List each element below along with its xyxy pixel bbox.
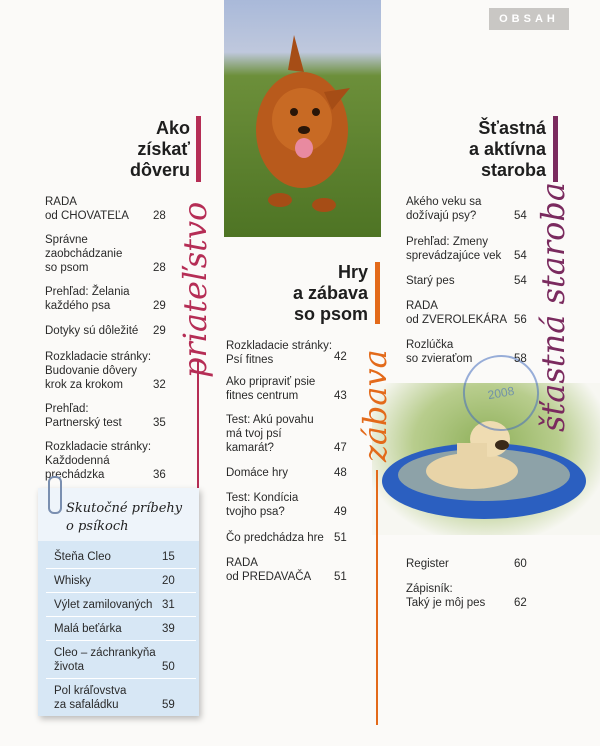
title-line: o psíkoch	[66, 519, 129, 534]
entry-title: Malá beťárka	[54, 623, 122, 635]
toc-entry[interactable]	[45, 350, 168, 392]
section-accent-bar	[375, 262, 380, 324]
entry-title: Rozlúčka	[406, 339, 454, 351]
story-entry[interactable]	[54, 684, 194, 712]
entry-page: 36	[153, 469, 166, 481]
entry-title: má tvoj psí	[226, 428, 282, 440]
story-entry[interactable]	[54, 598, 194, 612]
story-entry[interactable]	[54, 574, 194, 588]
entry-title: za safaládku	[54, 699, 119, 711]
entry-title: dožívajú psy?	[406, 210, 477, 222]
entry-title: Výlet zamilovaných	[54, 599, 153, 611]
toc-entry[interactable]	[45, 233, 168, 275]
entry-title: RADA	[406, 300, 438, 312]
entry-page: 28	[153, 262, 166, 274]
entry-title: Dotyky sú dôležité	[45, 325, 139, 337]
entry-title: Whisky	[54, 575, 92, 587]
divider	[46, 678, 196, 680]
entry-page: 58	[514, 353, 527, 365]
entry-title: kamarát?	[226, 442, 274, 454]
library-stamp: 2008	[457, 349, 545, 437]
entry-page: 47	[334, 442, 347, 454]
entry-title: každého psa	[45, 300, 111, 312]
toc-entry[interactable]	[45, 440, 168, 482]
stories-title	[66, 500, 196, 536]
entry-title: Správne	[45, 234, 88, 246]
title-line: Skutočné príbehy	[66, 501, 183, 516]
entry-title: zaobchádzanie	[45, 248, 123, 260]
toc-entry[interactable]	[406, 557, 530, 571]
running-dog-photo	[224, 0, 381, 237]
entry-page: 35	[153, 417, 166, 429]
divider	[46, 616, 196, 618]
title-line: so psom	[293, 304, 368, 324]
entry-page: 20	[162, 575, 175, 587]
entry-page: 51	[334, 532, 347, 544]
entry-title: Zápisník:	[406, 583, 453, 595]
entry-title: Budovanie dôvery	[45, 365, 138, 377]
toc-entry[interactable]	[226, 339, 350, 367]
section-tag: OBSAH	[489, 8, 569, 30]
toc-entry[interactable]	[45, 402, 168, 430]
toc-entry[interactable]	[406, 299, 530, 327]
entry-title: sprevádzajúce vek	[406, 250, 502, 262]
entry-title: Rozkladacie stránky:	[226, 340, 333, 352]
divider	[46, 640, 196, 642]
story-entry[interactable]	[54, 550, 194, 564]
entry-title: Register	[406, 558, 449, 570]
story-entry[interactable]	[54, 646, 194, 674]
toc-entry[interactable]	[226, 375, 350, 403]
title-line: a aktívna	[468, 139, 546, 159]
entry-page: 62	[514, 597, 527, 609]
entry-page: 29	[153, 325, 166, 337]
entry-page: 39	[162, 623, 175, 635]
entry-page: 56	[514, 314, 527, 326]
entry-title: RADA	[45, 196, 77, 208]
entry-title: Psí fitnes	[226, 354, 274, 366]
entry-title: so psom	[45, 262, 89, 274]
entry-title: Rozkladacie stránky:	[45, 351, 152, 363]
entry-title: Taký je môj pes	[406, 597, 486, 609]
entry-title: krok za krokom	[45, 379, 123, 391]
toc-entry[interactable]	[406, 235, 530, 263]
section-accent-bar	[196, 116, 201, 182]
entry-page: 50	[162, 661, 175, 673]
entry-title: prechádzka	[45, 469, 105, 481]
toc-entry[interactable]	[45, 324, 168, 338]
entry-title: Test: Akú povahu	[226, 414, 314, 426]
entry-title: Ako pripraviť psie	[226, 376, 316, 388]
entry-title: Cleo – záchrankyňa	[54, 647, 156, 659]
divider	[46, 592, 196, 594]
vertical-label-fun: zábava	[356, 349, 394, 462]
toc-entry[interactable]	[45, 195, 168, 223]
entry-title: Akého veku sa	[406, 196, 482, 208]
entry-title: Pol kráľovstva	[54, 685, 127, 697]
paperclip-icon	[48, 476, 62, 514]
divider	[46, 568, 196, 570]
entry-page: 60	[514, 558, 527, 570]
section-accent-line	[376, 470, 378, 725]
entry-title: so zvieraťom	[406, 353, 473, 365]
entry-page: 32	[153, 379, 166, 391]
section-accent-bar	[553, 116, 558, 182]
title-line: a zábava	[292, 283, 368, 303]
entry-page: 49	[334, 506, 347, 518]
toc-entry[interactable]	[406, 582, 530, 610]
title-line: dôveru	[129, 160, 190, 180]
entry-title: Test: Kondícia	[226, 492, 299, 504]
entry-title: Starý pes	[406, 275, 455, 287]
toc-entry[interactable]	[406, 338, 530, 366]
entry-page: 43	[334, 390, 347, 402]
vertical-label-old-age: šťastná staroba	[534, 182, 572, 432]
entry-title: Partnerský test	[45, 417, 122, 429]
entry-title: od ZVEROLEKÁRA	[406, 314, 507, 326]
entry-title: Rozkladacie stránky:	[45, 441, 152, 453]
title-line: Hry	[337, 262, 368, 282]
title-line: získať	[137, 139, 190, 159]
stories-box	[38, 488, 199, 716]
entry-page: 54	[514, 275, 527, 287]
toc-entry[interactable]	[226, 556, 350, 584]
entry-page: 54	[514, 250, 527, 262]
entry-page: 54	[514, 210, 527, 222]
entry-title: života	[54, 661, 85, 673]
toc-entry[interactable]	[406, 195, 530, 223]
vertical-label-trust: priateľstvo	[176, 201, 214, 378]
section-title-trust	[90, 118, 190, 181]
toc-entry[interactable]	[226, 531, 350, 545]
entry-page: 15	[162, 551, 175, 563]
story-entry[interactable]	[54, 622, 194, 636]
entry-title: tvojho psa?	[226, 506, 285, 518]
toc-entry[interactable]	[406, 274, 530, 288]
entry-title: fitnes centrum	[226, 390, 299, 402]
entry-title: Prehľad: Želania	[45, 286, 130, 298]
entry-title: Každodenná	[45, 455, 110, 467]
entry-title: Čo predchádza hre	[226, 532, 324, 544]
entry-page: 29	[153, 300, 166, 312]
entry-title: RADA	[226, 557, 258, 569]
entry-page: 28	[153, 210, 166, 222]
toc-entry[interactable]	[226, 413, 350, 455]
entry-page: 59	[162, 699, 175, 711]
entry-page: 42	[334, 351, 347, 363]
entry-title: Prehľad: Zmeny	[406, 236, 488, 248]
entry-page: 31	[162, 599, 175, 611]
toc-entry[interactable]	[226, 466, 350, 480]
entry-title: Šteňa Cleo	[54, 551, 111, 563]
title-line: staroba	[480, 160, 546, 180]
entry-page: 51	[334, 571, 347, 583]
title-line: Šťastná	[478, 118, 546, 138]
toc-entry[interactable]	[45, 285, 168, 313]
entry-title: Domáce hry	[226, 467, 288, 479]
entry-title: Prehľad:	[45, 403, 89, 415]
entry-title: od PREDAVAČA	[226, 571, 312, 583]
entry-title: od CHOVATEĽA	[45, 210, 129, 222]
title-line: Ako	[155, 118, 190, 138]
toc-entry[interactable]	[226, 491, 350, 519]
entry-page: 48	[334, 467, 347, 479]
section-title-old-age	[440, 118, 546, 181]
section-title-fun	[268, 262, 368, 325]
